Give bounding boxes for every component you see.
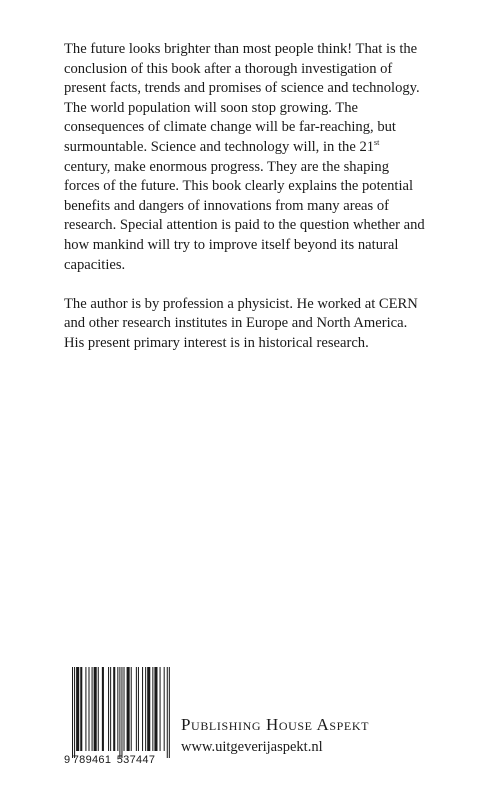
barcode-first-digit: 9 bbox=[64, 754, 71, 765]
barcode-right-digits: 537447 bbox=[116, 754, 156, 765]
blurb-paragraph-1: The future looks brighter than most people think! That is the conclusion of this book after a thorough investigation of present facts, trends and promises of science and technology. bbox=[64, 41, 420, 97]
author-paragraph: The author is by profession a physicist. He worked at CERN and other research institutes in Europe and North America. His present primary interest is in historical research. bbox=[64, 295, 418, 351]
back-cover-blurb bbox=[64, 40, 428, 354]
blurb-paragraph-2-end: century, make enormous progress. They are the shaping forces of the future. This book clearly explains the potential benefits and dangers of innovations from many areas of research. Special attention is paid to the question whether and how mankind will try to improve itself beyond its natural capacities. bbox=[64, 158, 425, 273]
barcode-guard-bar bbox=[72, 667, 73, 758]
barcode-guard-bar bbox=[169, 667, 170, 758]
barcode-guard-bar bbox=[119, 667, 120, 758]
barcode-bar bbox=[164, 667, 165, 751]
barcode-bar bbox=[131, 667, 132, 751]
barcode-bar bbox=[136, 667, 137, 751]
barcode-bar bbox=[127, 667, 130, 751]
publisher-url[interactable]: www.uitgeverijaspekt.nl bbox=[181, 739, 323, 755]
barcode-bar bbox=[88, 667, 89, 751]
barcode-guard-bar bbox=[167, 667, 168, 758]
barcode-bar bbox=[102, 667, 104, 751]
barcode-bar bbox=[108, 667, 109, 751]
barcode-bar bbox=[92, 667, 93, 751]
publisher-info bbox=[181, 715, 369, 756]
barcode-bar bbox=[152, 667, 153, 751]
barcode-bar bbox=[117, 667, 118, 751]
barcode-bar bbox=[138, 667, 139, 751]
barcode-bar bbox=[98, 667, 99, 751]
barcode-bar bbox=[94, 667, 97, 751]
publisher-name: Publishing House Aspekt bbox=[181, 715, 370, 734]
barcode-bar bbox=[76, 667, 79, 751]
barcode-bar bbox=[160, 667, 161, 751]
ordinal-suffix: st bbox=[374, 137, 380, 147]
blurb-paragraph-2 bbox=[64, 99, 428, 275]
barcode-bar bbox=[113, 667, 115, 751]
isbn-barcode bbox=[63, 665, 173, 765]
barcode-graphic bbox=[63, 665, 173, 765]
barcode-bar bbox=[145, 667, 146, 751]
barcode-guard-bar bbox=[74, 667, 75, 758]
blurb-paragraph-2-start: The world population will soon stop growing. The consequences of climate change will be far-reaching, but surmountable. Science and technology will, in the 21 bbox=[64, 99, 396, 155]
barcode-bar bbox=[85, 667, 86, 751]
barcode-bar bbox=[124, 667, 125, 751]
barcode-guard-bar bbox=[121, 667, 122, 758]
barcode-left-digits: 789461 bbox=[72, 754, 112, 765]
barcode-bar bbox=[154, 667, 157, 751]
barcode-bar bbox=[80, 667, 82, 751]
barcode-bar bbox=[142, 667, 143, 751]
barcode-bar bbox=[110, 667, 111, 751]
barcode-bar bbox=[147, 667, 150, 751]
